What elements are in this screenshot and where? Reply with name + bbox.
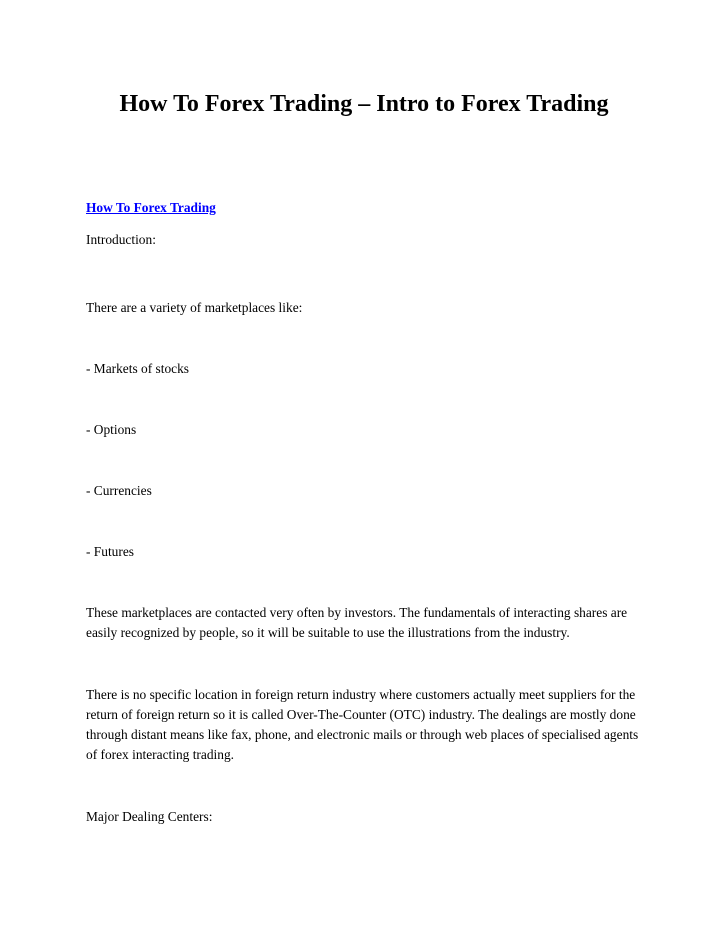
paragraph-major-dealing-centers: Major Dealing Centers: (86, 809, 213, 824)
how-to-forex-trading-link[interactable]: How To Forex Trading (86, 200, 216, 215)
list-item-options: - Options (86, 422, 137, 437)
page-title: How To Forex Trading – Intro to Forex Trading (119, 91, 609, 117)
paragraph-investors: These marketplaces are contacted very often by investors. The fundamentals of interacting shares are easily recognized by people, so it will be suitable to use the illustrations from the industry. (86, 605, 628, 640)
paragraph-otc-industry: There is no specific location in foreign return industry where customers actually meet suppliers for the return of foreign return so it is called Over-The-Counter (OTC) industry. The dealings are mostly done through distant means like fax, phone, and electronic mails or through web places of specialised agents of forex interacting trading. (86, 687, 639, 762)
list-item-futures: - Futures (86, 544, 134, 559)
paragraph-introduction: Introduction: (86, 232, 156, 247)
link-paragraph (86, 198, 646, 218)
list-item-stocks: - Markets of stocks (86, 361, 190, 376)
list-item-currencies: - Currencies (86, 483, 152, 498)
paragraph-marketplaces: There are a variety of marketplaces like: (86, 300, 303, 315)
